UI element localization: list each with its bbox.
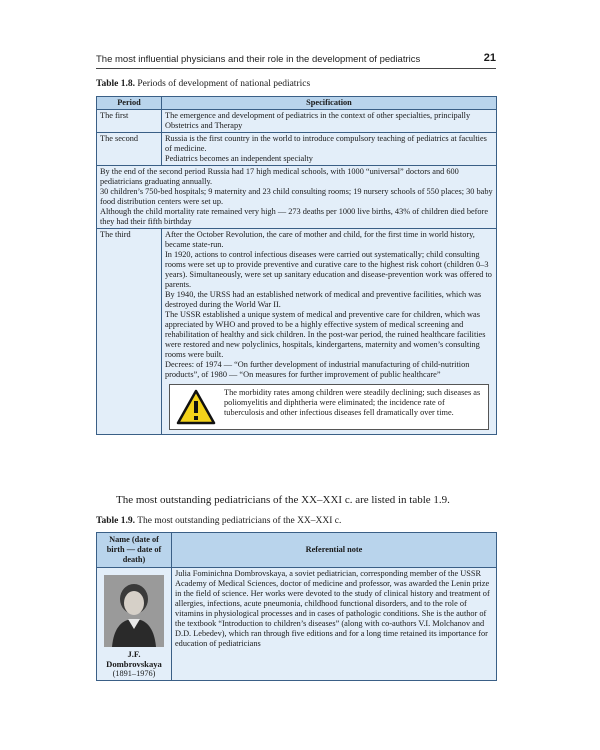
body-paragraph: The most outstanding pediatricians of the XX–XXI c. are listed in table 1.9. — [116, 494, 450, 506]
period-cell-second: The second — [97, 133, 162, 166]
header-rule — [96, 68, 496, 69]
table-1-8 — [96, 96, 497, 435]
warning-callout — [169, 384, 489, 430]
table-1-9-caption-label: Table 1.9. — [96, 516, 135, 526]
spec-cell-second — [162, 133, 497, 166]
spec-second-line-b: Pediatrics becomes an independent specialty — [165, 154, 313, 163]
summary-line-2: 30 children’s 750-bed hospitals; 9 maternity and 23 child consulting rooms; 19 nursery schools of 550 places; 30 baby food distribution centers were set up. — [100, 187, 493, 206]
portrait-image — [104, 575, 164, 647]
spec-third-para-1: After the October Revolution, the care of mother and child, for the first time in world history, became state-run. — [165, 230, 475, 249]
col-header-referential-note: Referential note — [172, 533, 497, 568]
col-header-period: Period — [97, 97, 162, 110]
spec-third-para-3: By 1940, the URSS had an established network of medical and preventive facilities, which was destroyed during the World War II. — [165, 290, 482, 309]
period-cell-first: The first — [97, 110, 162, 133]
table-row — [97, 568, 497, 681]
table-1-9 — [96, 532, 497, 681]
table-1-8-caption-text: Periods of development of national pediatrics — [134, 79, 311, 89]
running-header-title: The most influential physicians and their role in the development of pediatrics — [96, 54, 421, 65]
warning-triangle-icon — [176, 389, 216, 425]
spec-third-para-2: In 1920, actions to control infectious diseases were carried out systematically; child consulting rooms were set up to provide preventive and curative care to the highest risk cohort (children 0–3 years). Simultaneously, were set up sanitary education and disease-prevention work was offered to parents. — [165, 250, 492, 289]
warning-text: The morbidity rates among children were steadily declining; such diseases as poliomyelitis and diphtheria were eliminated; the incidence rate of tuberculosis and other infectious diseases fell dramatically over time. — [224, 388, 481, 417]
table-1-9-header-row — [97, 533, 497, 568]
table-1-9-caption — [96, 516, 341, 526]
table-1-9-caption-text: The most outstanding pediatricians of the XX–XXI c. — [134, 516, 342, 526]
person-dates: (1891–1976) — [112, 669, 156, 678]
period-cell-third: The third — [97, 229, 162, 435]
spec-third-para-4: The USSR established a unique system of medical and preventive care for children, which was appreciated by WHO and proved to be a highly effective system of medical screening and rehabilitation of healthy and sick children. In the post-war period, the ruined healthcare facilities were restored and new polyclinics, hospitals, kindergartens, maternity and women’s consulting rooms were built. — [165, 310, 486, 359]
table-1-8-header-row — [97, 97, 497, 110]
portrait-photo — [104, 575, 164, 647]
spec-cell-third — [162, 229, 497, 435]
col-header-specification: Specification — [162, 97, 497, 110]
table-row — [97, 166, 497, 229]
spec-cell-first: The emergence and development of pediatrics in the context of other specialties, principally Obstetrics and Therapy — [162, 110, 497, 133]
summary-line-3: Although the child mortality rate remained very high — 273 deaths per 1000 live births, 43% of children died before they had their fifth birthday — [100, 207, 489, 226]
spanning-summary-cell — [97, 166, 497, 229]
page-number: 21 — [483, 52, 496, 64]
table-row — [97, 229, 497, 435]
table-row — [97, 110, 497, 133]
spec-third-para-5: Decrees: of 1974 — “On further development of industrial manufacturing of child-nutrition products”, of 1980 — “On measures for further improvement of public healthcare” — [165, 360, 470, 379]
referential-note-cell: Julia Fominichna Dombrovskaya, a soviet pediatrician, corresponding member of the USSR Academy of Medical Sciences, doctor of medicine and professor, was awarded the Lenin prize in the field of science. Her works were devoted to the study of clinical history and treatment of allergies, infections, acute pneumonia, childhood functional disorders, and to the role of vitamins in physiological processes and in cases of pathologic conditions. She is the author of the textbook “Introduction to children’s diseases” (along with co-authors V.I. Molchanov and D.D. Lebedev), which ran through five editions and for a long time retained its importance for education of pediatricians — [172, 568, 497, 681]
spec-second-line-a: Russia is the first country in the world to introduce compulsory teaching of pediatrics at faculties of medicine. — [165, 134, 487, 153]
person-cell — [97, 568, 172, 681]
person-name: J.F. Dombrovskaya — [106, 649, 162, 669]
table-1-8-caption-label: Table 1.8. — [96, 79, 135, 89]
table-1-8-caption — [96, 79, 310, 89]
summary-line-1: By the end of the second period Russia had 17 high medical schools, with 1000 “universal” doctors and 600 pediatricians graduating annually. — [100, 167, 459, 186]
table-row — [97, 133, 497, 166]
col-header-name: Name (date of birth — date of death) — [97, 533, 172, 568]
